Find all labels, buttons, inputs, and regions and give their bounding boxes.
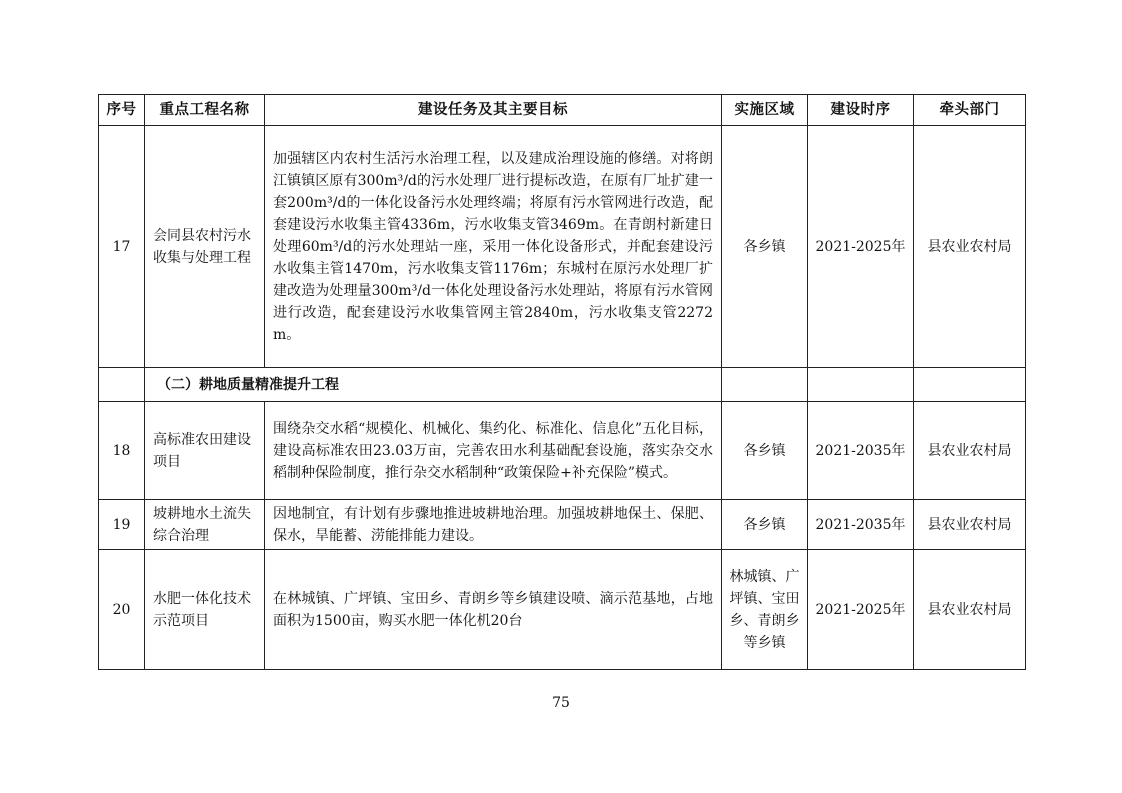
project-area (722, 550, 808, 670)
project-name-text: 会同县农村污水收集与处理工程 (153, 227, 251, 266)
header-name: 重点工程名称 (145, 95, 265, 126)
project-area: 各乡镇 (722, 402, 808, 500)
project-task-text: 在林城镇、广坪镇、宝田乡、青朗乡等乡镇建设喷、滴示范基地，占地面积为1500亩，购买水肥一体化机20台 (273, 590, 713, 629)
project-name (145, 402, 265, 500)
section-row (99, 368, 1026, 402)
row-number: 17 (99, 126, 145, 368)
row-number: 19 (99, 500, 145, 550)
project-time: 2021-2035年 (808, 500, 914, 550)
project-task (265, 500, 722, 550)
project-dept: 县农业农村局 (914, 126, 1026, 368)
project-name (145, 550, 265, 670)
project-task (265, 550, 722, 670)
table-row (99, 500, 1026, 550)
header-dept: 牵头部门 (914, 95, 1026, 126)
header-no: 序号 (99, 95, 145, 126)
project-task-text: 加强辖区内农村生活污水治理工程，以及建成治理设施的修缮。对将朗江镇镇区原有300m³/d的污水处理厂进行提标改造，在原有厂址扩建一套200m³/d的一体化设备污水处理终端；将原有污水管网进行改造，配套建设污水收集主管4336m，污水收集支管3469m。在青朗村新建日处理60m³/d的污水处理站一座，采用一体化设备形式，并配套建设污水收集主管1470m，污水收集支管1176m；东城村在原污水处理厂扩建改造为处理量300m³/d一体化处理设备污水处理站，将原有污水管网进行改造，配套建设污水收集管网主管2840m，污水收集支管2272m。 (273, 150, 713, 343)
header-area: 实施区域 (722, 95, 808, 126)
project-name (145, 500, 265, 550)
project-task-text: 围绕杂交水稻“规模化、机械化、集约化、标准化、信息化”五化目标，建设高标准农田23.03万亩，完善农田水利基础配套设施，落实杂交水稻制种保险制度，推行杂交水稻制种“政策保险+补充保险”模式。 (273, 420, 713, 481)
row-number: 20 (99, 550, 145, 670)
project-dept: 县农业农村局 (914, 500, 1026, 550)
project-task (265, 402, 722, 500)
project-time: 2021-2025年 (808, 550, 914, 670)
section-empty-cell (914, 368, 1026, 402)
section-empty-cell (99, 368, 145, 402)
project-time: 2021-2025年 (808, 126, 914, 368)
project-area: 各乡镇 (722, 500, 808, 550)
project-name-text: 水肥一体化技术示范项目 (153, 590, 251, 629)
table-row (99, 402, 1026, 500)
section-title: （二）耕地质量精准提升工程 (145, 368, 722, 402)
table-header-row (99, 95, 1026, 126)
project-task (265, 126, 722, 368)
table-row (99, 550, 1026, 670)
project-dept: 县农业农村局 (914, 550, 1026, 670)
page-number: 75 (552, 695, 570, 711)
project-table (98, 94, 1026, 670)
project-name-text: 高标准农田建设项目 (153, 431, 251, 470)
project-dept: 县农业农村局 (914, 402, 1026, 500)
header-time: 建设时序 (808, 95, 914, 126)
project-task-text: 因地制宜，有计划有步骤地推进坡耕地治理。加强坡耕地保土、保肥、保水，旱能蓄、涝能排能力建设。 (273, 505, 713, 544)
row-number: 18 (99, 402, 145, 500)
section-empty-cell (722, 368, 808, 402)
project-area: 各乡镇 (722, 126, 808, 368)
project-name-text: 坡耕地水土流失综合治理 (153, 505, 251, 544)
section-empty-cell (808, 368, 914, 402)
project-time: 2021-2035年 (808, 402, 914, 500)
header-task: 建设任务及其主要目标 (265, 95, 722, 126)
table-row (99, 126, 1026, 368)
project-area-text: 林城镇、广坪镇、宝田乡、青朗乡等乡镇 (729, 568, 800, 651)
project-name (145, 126, 265, 368)
